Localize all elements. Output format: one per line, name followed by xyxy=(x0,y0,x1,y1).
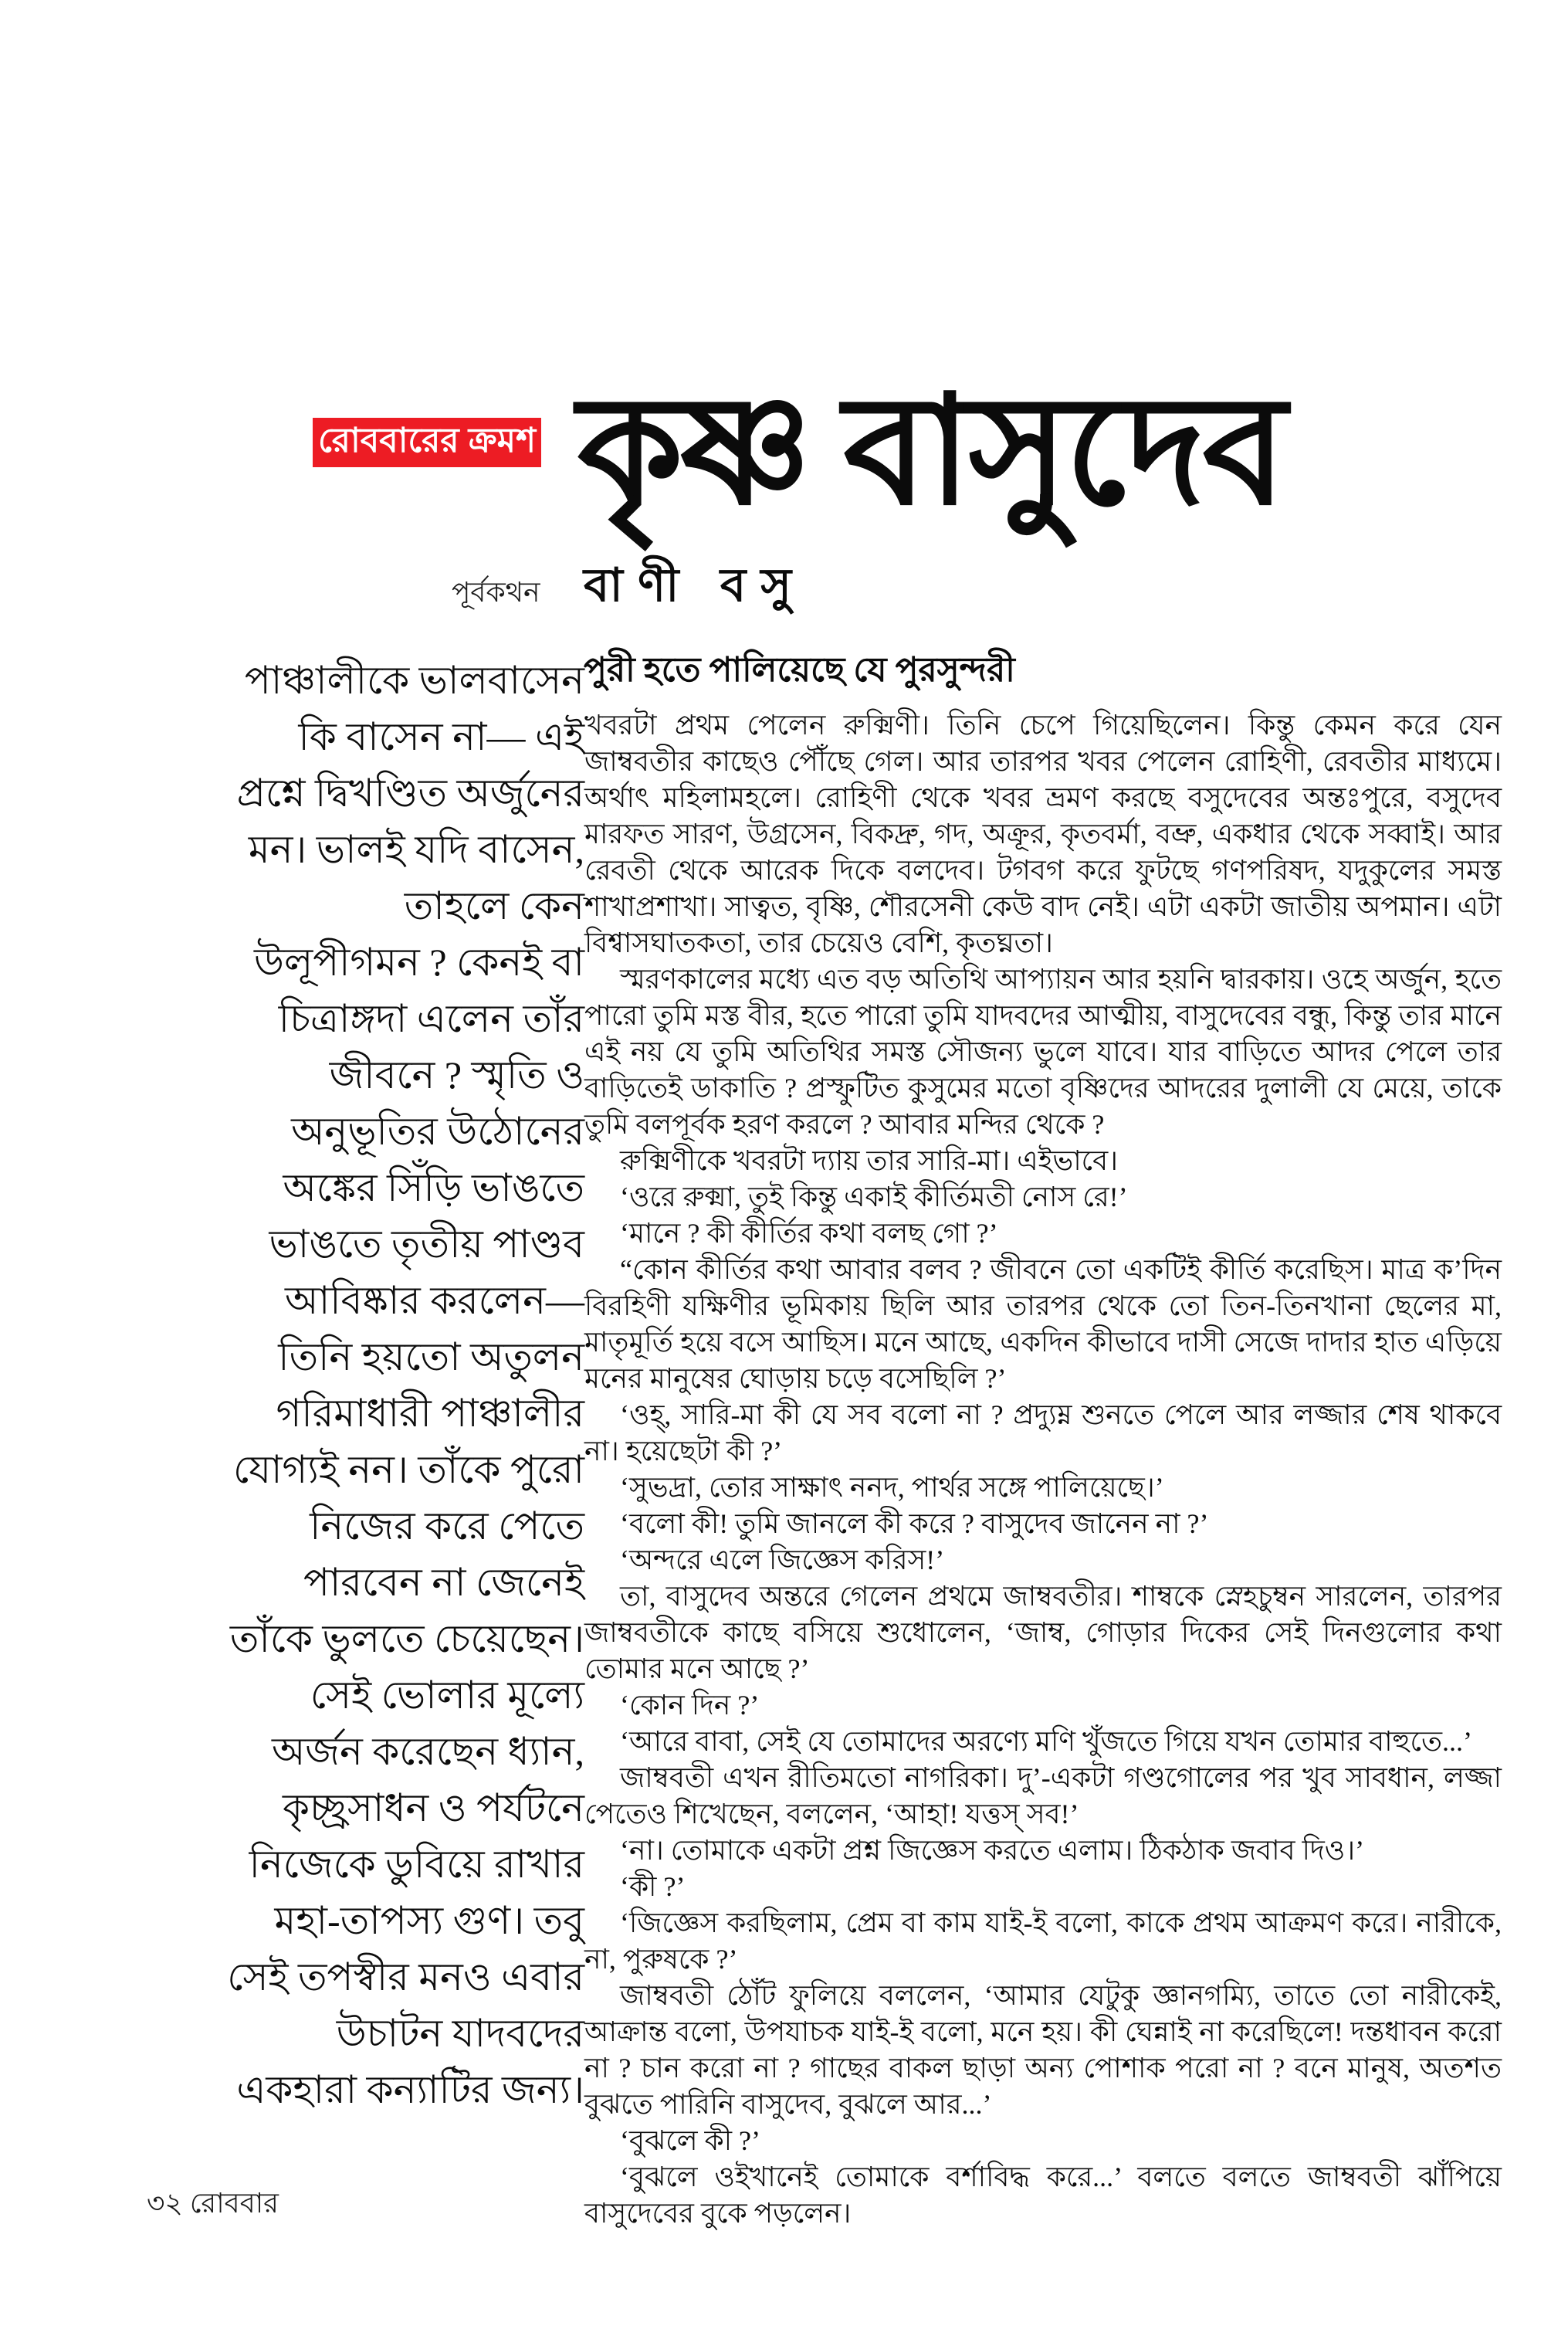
synopsis-line: তাহলে কেন xyxy=(404,884,584,927)
story-paragraph: ‘সুভদ্রা, তোর সাক্ষাৎ ননদ, পার্থর সঙ্গে পালিয়েছে।’ xyxy=(620,1472,1164,1503)
story-paragraph: খবরটা প্রথম পেলেন রুক্মিণী। তিনি চেপে গিয়েছিলেন। কিন্তু কেমন করে যেন জাম্ববতীর কাছেও পৌঁছে গেল। আর তারপর খবর পেলেন রোহিণী, রেবতীর মাধ্যমে। অর্থাৎ মহিলামহলে। রোহিণী থেকে খবর ভ্রমণ করছে বসুদেবের অন্তঃপুরে, বসুদেব মারফত সারণ, উগ্রসেন, বিকদ্রু, গদ, অক্রূর, কৃতবর্মা, বভ্রু, একধার থেকে সব্বাই। আর রেবতী থেকে আরেক দিকে বলদেব। টগবগ করে ফুটছে গণপরিষদ, যদুকুলের সমস্ত শাখাপ্রশাখা। সাত্বত, বৃষ্ণি, শৌরসেনী কেউ বাদ নেই। এটা একটা জাতীয় অপমান। এটা বিশ্বাসঘাতকতা, তার চেয়েও বেশি, কৃতঘ্নতা। xyxy=(584,710,1502,958)
synopsis-line: জীবনে ? স্মৃতি ও xyxy=(329,1053,584,1097)
story-paragraph: ‘আরে বাবা, সেই যে তোমাদের অরণ্যে মণি খুঁজতে গিয়ে যখন তোমার বাহুতে...’ xyxy=(620,1726,1473,1757)
synopsis-line: নিজের করে পেতে xyxy=(310,1504,584,1548)
synopsis-line: উচাটন যাদবদের xyxy=(336,2012,584,2055)
synopsis-line: একহারা কন্যাটির জন্য। xyxy=(236,2068,584,2111)
story-paragraph: ‘বুঝলে কী ?’ xyxy=(620,2125,761,2156)
synopsis-line: নিজেকে ডুবিয়ে রাখার xyxy=(249,1843,584,1886)
story-paragraph: স্মরণকালের মধ্যে এত বড় অতিথি আপ্যায়ন আর হয়নি দ্বারকায়। ওহে অর্জুন, হতে পারো তুমি মস্ত বীর, হতে পারো তুমি যাদবদের আত্মীয়, বাসুদেবের বন্ধু, কিন্তু তার মানে এই নয় যে তুমি অতিথির সমস্ত সৌজন্য ভুলে যাবে। যার বাড়িতে আদর পেলে তার বাড়িতেই ডাকাতি ? প্রস্ফুটিত কুসুমের মতো বৃষ্ণিদের আদরের দুলালী যে মেয়ে, তাকে তুমি বলপূর্বক হরণ করলে ? আবার মন্দির থেকে ? xyxy=(584,964,1502,1140)
synopsis-line: কি বাসেন না— এই xyxy=(298,715,584,758)
synopsis-line: আবিষ্কার করলেন— xyxy=(284,1279,584,1322)
synopsis-line: ভাঙতে তৃতীয় পাণ্ডব xyxy=(269,1222,584,1266)
synopsis-line: তিনি হয়তো অতুলন xyxy=(278,1335,584,1378)
synopsis-line: উলূপীগমন ? কেনই বা xyxy=(254,941,584,984)
story-paragraph: ‘ওহ্, সারি-মা কী যে সব বলো না ? প্রদ্যুম্ন শুনতে পেলে আর লজ্জার শেষ থাকবে না। হয়েছেটা কী ?’ xyxy=(584,1399,1502,1466)
story-paragraph: ‘বুঝলে ওইখানেই তোমাকে বর্শাবিদ্ধ করে...’ বলতে বলতে জাম্ববতী ঝাঁপিয়ে বাসুদেবের বুকে পড়লেন। xyxy=(584,2162,1502,2229)
story-paragraph: ‘না। তোমাকে একটা প্রশ্ন জিজ্ঞেস করতে এলাম। ঠিকঠাক জবাব দিও।’ xyxy=(620,1835,1365,1866)
synopsis-line: চিত্রাঙ্গদা এলেন তাঁর xyxy=(278,997,584,1040)
story-paragraph: ‘জিজ্ঞেস করছিলাম, প্রেম বা কাম যাই-ই বলো, কাকে প্রথম আক্রমণ করে। নারীকে, না, পুরুষকে ?’ xyxy=(584,1907,1502,1975)
story-paragraph: ‘অন্দরে এলে জিজ্ঞেস করিস!’ xyxy=(620,1544,945,1575)
synopsis-line: অর্জন করেছেন ধ্যান, xyxy=(271,1730,584,1773)
page-title: কৃষ্ণ বাসুদেব xyxy=(577,368,1284,536)
synopsis-line: মহা-তাপস্য গুণ। তবু xyxy=(274,1899,584,1942)
synopsis-line: কৃচ্ছ্রসাধন ও পর্যটনে xyxy=(283,1786,584,1829)
story-paragraph: জাম্ববতী ঠোঁট ফুলিয়ে বললেন, ‘আমার যেটুকু জ্ঞানগম্যি, তাতে তো নারীকেই, আক্রান্ত বলো, উপযাচক যাই-ই বলো, মনে হয়। কী ঘেন্নাই না করেছিলে! দন্তধাবন করো না ? চান করো না ? গাছের বাকল ছাড়া অন্য পোশাক পরো না ? বনে মানুষ, অতশত বুঝতে পারিনি বাসুদেব, বুঝলে আর...’ xyxy=(584,1980,1502,2120)
story-paragraph: ‘কোন দিন ?’ xyxy=(620,1690,760,1721)
story-paragraph: ‘ওরে রুক্মা, তুই কিন্তু একাই কীর্তিমতী নোস রে!’ xyxy=(620,1182,1128,1212)
story-paragraph: ‘মানে ? কী কীর্তির কথা বলছ গো ?’ xyxy=(620,1218,998,1249)
synopsis-column xyxy=(143,653,584,2118)
synopsis-line: তাঁকে ভুলতে চেয়েছেন। xyxy=(229,1617,584,1660)
author-name: বাণী বসু xyxy=(584,560,807,611)
synopsis-line: পারবেন না জেনেই xyxy=(303,1561,584,1604)
synopsis-line: প্রশ্নে দ্বিখণ্ডিত অর্জুনের xyxy=(236,771,584,815)
story-paragraph: তা, বাসুদেব অন্তরে গেলেন প্রথমে জাম্ববতীর। শাম্বকে স্নেহচুম্বন সারলেন, তারপর জাম্ববতীকে কাছে বসিয়ে শুধোলেন, ‘জাম্ব, গোড়ার দিকের সেই দিনগুলোর কথা তোমার মনে আছে ?’ xyxy=(584,1581,1502,1684)
synopsis-line: অঙ্কের সিঁড়ি ভাঙতে xyxy=(283,1166,584,1209)
synopsis-heading: পূর্বকথন xyxy=(452,577,540,608)
synopsis-line: গরিমাধারী পাঞ্চালীর xyxy=(276,1392,584,1435)
story-paragraph: জাম্ববতী এখন রীতিমতো নাগরিকা। দু’-একটা গণ্ডগোলের পর খুব সাবধান, লজ্জা পেতেও শিখেছেন, বললেন, ‘আহা! যত্তস্ সব!’ xyxy=(584,1762,1502,1829)
story-body xyxy=(584,707,1502,2232)
story-paragraph: ‘কী ?’ xyxy=(620,1871,686,1902)
page-number-footer: ৩২ রোববার xyxy=(147,2188,279,2219)
synopsis-line: যোগ্যই নন। তাঁকে পুরো xyxy=(232,1448,584,1491)
story-paragraph: “কোন কীর্তির কথা আবার বলব ? জীবনে তো একটিই কীর্তি করেছিস। মাত্র ক’দিন বিরহিণী যক্ষিণীর ভূমিকায় ছিলি আর তারপর থেকে তো তিন-তিনখানা ছেলের মা, মাতৃমূর্তি হয়ে বসে আছিস। মনে আছে, একদিন কীভাবে দাসী সেজে দাদার হাত এড়িয়ে মনের মানুষের ঘোড়ায় চড়ে বসেছিলি ?’ xyxy=(584,1254,1502,1394)
story-paragraph: রুক্মিণীকে খবরটা দ্যায় তার সারি-মা। এইভাবে। xyxy=(620,1145,1119,1176)
chapter-subtitle: পুরী হতে পালিয়েছে যে পুরসুন্দরী xyxy=(584,651,1015,689)
story-paragraph: ‘বলো কী! তুমি জানলে কী করে ? বাসুদেব জানেন না ?’ xyxy=(620,1508,1209,1539)
serial-badge: রোববারের ক্রমশ xyxy=(313,418,541,467)
synopsis-line: সেই ভোলার মূল্যে xyxy=(310,1673,584,1717)
synopsis-line: সেই তপস্বীর মনও এবার xyxy=(227,1955,584,1999)
synopsis-line: পাঞ্চালীকে ভালবাসেন xyxy=(244,659,584,702)
synopsis-line: অনুভূতির উঠোনের xyxy=(291,1110,584,1153)
synopsis-line: মন। ভালই যদি বাসেন, xyxy=(248,828,584,871)
